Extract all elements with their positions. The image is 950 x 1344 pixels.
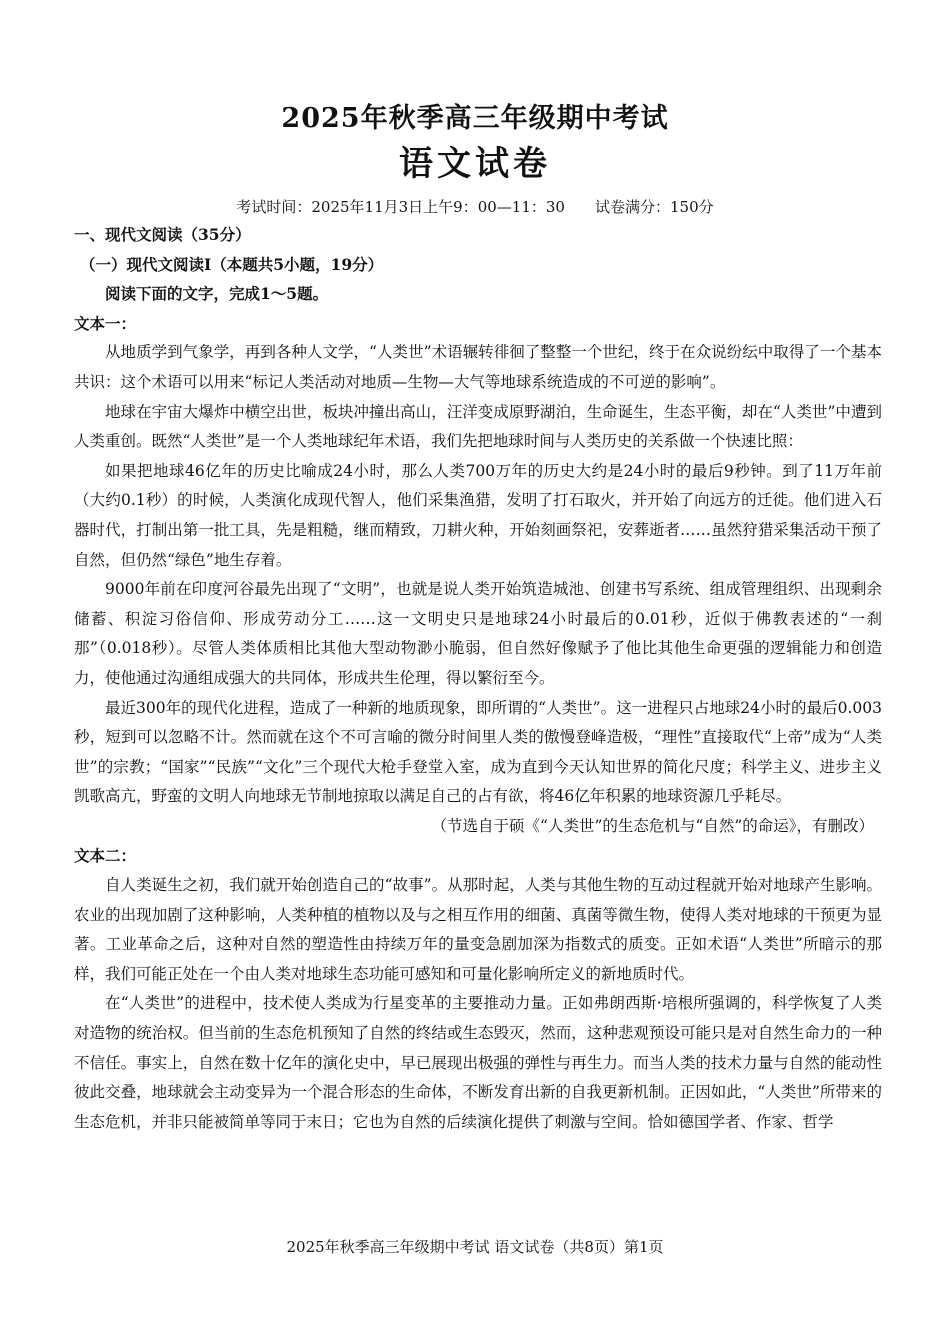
- text2-paragraph: 自人类诞生之初，我们就开始创造自己的“故事”。从那时起，人类与其他生物的互动过程就开始对地球产生影响。农业的出现加剧了这种影响，人类种植的植物以及与之相互作用的细菌、真菌等微生物，使得人类对地球的干预更为显著。工业革命之后，这种对自然的塑造性由持续万年的量变急剧加深为指数式的质变。正如术语“人类世”所暗示的那样，我们可能正处在一个由人类对地球生态功能可感知和可量化影响所定义的新地质时代。: [74, 876, 882, 983]
- text1-paragraph: 最近300年的现代化进程，造成了一种新的地质现象，即所谓的“人类世”。这一进程只占地球24小时的最后0.003秒，短到可以忽略不计。然而就在这个不可言喻的微分时间里人类的傲慢登峰造极，“理性”直接取代“上帝”成为“人类世”的宗教；“国家”“民族”“文化”三个现代大枪手登堂入室，成为直到今天认知世界的简化尺度；科学主义、进步主义凯歌高亢，野蛮的文明人向地球无节制地掠取以满足自己的占有欲，将46亿年积累的地球资源几乎耗尽。: [74, 698, 882, 806]
- full-score: 试卷满分：150分: [594, 198, 714, 216]
- exam-title: 2025年秋季高三年级期中考试: [281, 103, 669, 134]
- subject-title: 语文试卷: [399, 144, 551, 184]
- exam-time: 考试时间：2025年11月3日上午9：00—11：30: [236, 198, 565, 216]
- exam-content: [74, 220, 882, 1137]
- text1-label: 文本一：: [74, 313, 137, 333]
- reading-instruction: 阅读下面的文字，完成1～5题。: [105, 284, 329, 304]
- text2-paragraph: 在“人类世”的进程中，技术使人类成为行星变革的主要推动力量。正如弗朗西斯·培根所强调的，科学恢复了人类对造物的统治权。但当前的生态危机预知了自然的终结或生态毁灭，然而，这种悲观预设可能只是对自然生命力的一种不信任。事实上，自然在数十亿年的演化史中，早已展现出极强的弹性与再生力。而当人类的技术力量与自然的能动性彼此交叠，地球就会主动变异为一个混合形态的生命体，不断发育出新的自我更新机制。正因如此，“人类世”所带来的生态危机，并非只能被简单等同于末日；它也为自然的后续演化提供了刺激与空间。恰如德国学者、作家、哲学: [74, 994, 882, 1131]
- text1-paragraph: 从地质学到气象学，再到各种人文学，“人类世”术语辗转徘徊了整整一个世纪，终于在众说纷纭中取得了一个基本共识：这个术语可以用来“标记人类活动对地质—生物—大气等地球系统造成的不可逆的影响”。: [74, 343, 882, 391]
- text1-paragraph: 9000年前在印度河谷最先出现了“文明”，也就是说人类开始筑造城池、创建书写系统、组成管理组织、出现剩余储蓄、积淀习俗信仰、形成劳动分工……这一文明史只是地球24小时最后的0.01秒，近似于佛教表述的“一刹那”（0.018秒）。尽管人类体质相比其他大型动物渺小脆弱，但自然好像赋予了他比其他生命更强的逻辑能力和创造力，使他通过沟通组成强大的共同体，形成共生伦理，得以繁衍至今。: [74, 580, 882, 687]
- section-heading: 一、现代文阅读（35分）: [74, 225, 251, 244]
- text2-label: 文本二：: [74, 846, 137, 866]
- page-footer: 2025年秋季高三年级期中考试 语文试卷（共8页）第1页: [286, 1238, 664, 1256]
- exam-info: [0, 196, 950, 217]
- text1-source: （节选自于硕《“人类世”的生态危机与“自然”的命运》，有删改）: [431, 816, 874, 835]
- text1-paragraph: 如果把地球46亿年的历史比喻成24小时，那么人类700万年的历史大约是24小时的最后9秒钟。到了11万年前（大约0.1秒）的时候，人类演化成现代智人，他们采集渔猎，发明了打石取火，并开始了向远方的迁徙。他们进入石器时代，打制出第一批工具，先是粗糙，继而精致，刀耕火种，开始刻画祭祀，安葬逝者……虽然狩猎采集活动干预了自然，但仍然“绿色”地生存着。: [74, 461, 882, 569]
- sub-section-heading: （一）现代文阅读Ⅰ（本题共5小题，19分）: [80, 254, 384, 274]
- text1-paragraph: 地球在宇宙大爆炸中横空出世，板块冲撞出高山，汪洋变成原野湖泊，生命诞生，生态平衡，却在“人类世”中遭到人类重创。既然“人类世”是一个人类地球纪年术语，我们先把地球时间与人类历史的关系做一个快速比照：: [74, 402, 882, 451]
